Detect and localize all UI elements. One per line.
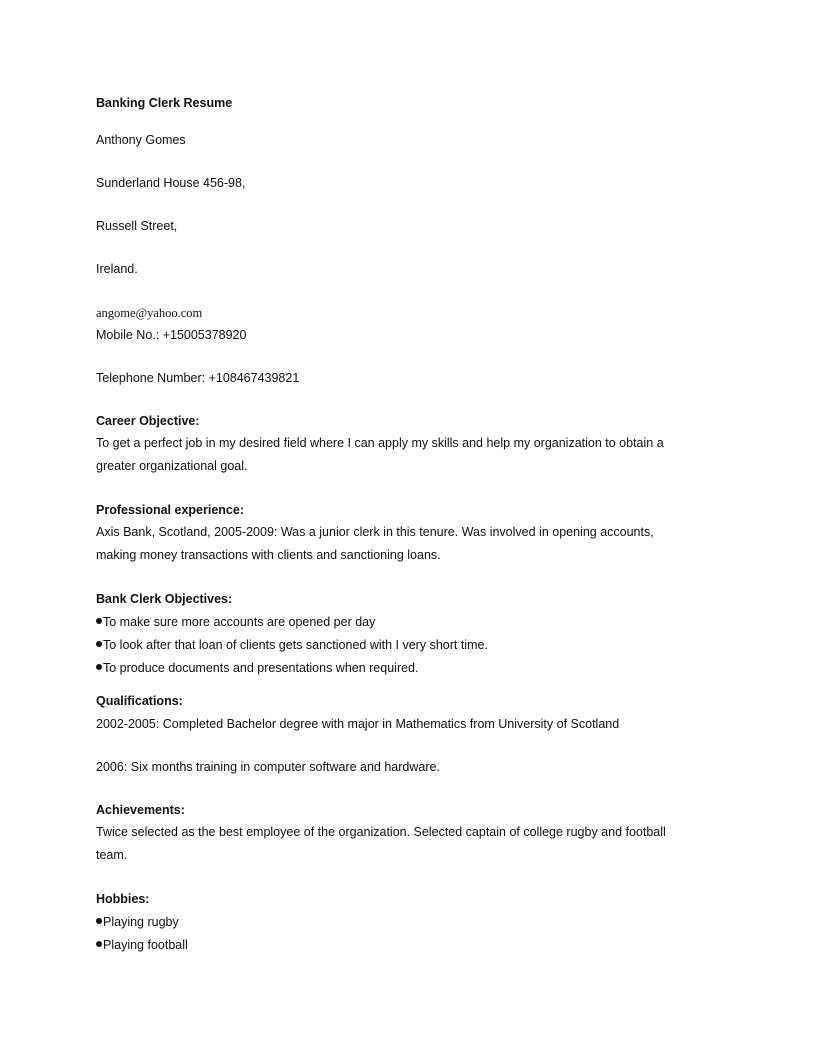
- mobile-number: Mobile No.: +15005378920: [96, 328, 247, 342]
- address-line-1: Sunderland House 456-98,: [96, 176, 246, 190]
- bullet-icon: [96, 918, 102, 924]
- hobby-item: Playing football: [96, 937, 188, 953]
- career-objective-heading: Career Objective:: [96, 414, 200, 428]
- qualification-item: 2002-2005: Completed Bachelor degree with major in Mathematics from University of Scotland: [96, 717, 620, 731]
- achievements-heading: Achievements:: [96, 803, 185, 817]
- address-line-3: Ireland.: [96, 262, 138, 276]
- bullet-icon: [96, 664, 102, 670]
- achievements-text: Twice selected as the best employee of the organization. Selected captain of college rugby and football team.: [96, 825, 666, 862]
- email-address: angome@yahoo.com: [96, 306, 203, 320]
- qualifications-heading: Qualifications:: [96, 694, 183, 708]
- address-line-2: Russell Street,: [96, 219, 178, 233]
- telephone-number: Telephone Number: +108467439821: [96, 371, 300, 385]
- objectives-heading: Bank Clerk Objectives:: [96, 592, 233, 606]
- objective-item: To look after that loan of clients gets sanctioned with I very short time.: [96, 637, 488, 653]
- experience-text: Axis Bank, Scotland, 2005-2009: Was a junior clerk in this tenure. Was involved in opening accounts, making money transactions with clients and sanctioning loans.: [96, 525, 654, 562]
- hobby-item: Playing rugby: [96, 914, 179, 930]
- career-objective-text: To get a perfect job in my desired field where I can apply my skills and help my organization to obtain a greater organizational goal.: [96, 436, 664, 473]
- qualification-item: 2006: Six months training in computer software and hardware.: [96, 760, 440, 774]
- resume-title: Banking Clerk Resume: [96, 96, 233, 110]
- bullet-icon: [96, 641, 102, 647]
- bullet-icon: [96, 618, 102, 624]
- applicant-name: Anthony Gomes: [96, 133, 186, 147]
- bullet-icon: [96, 941, 102, 947]
- objective-item: To produce documents and presentations when required.: [96, 660, 418, 676]
- objective-item: To make sure more accounts are opened per day: [96, 614, 375, 630]
- hobbies-heading: Hobbies:: [96, 892, 150, 906]
- experience-heading: Professional experience:: [96, 503, 244, 517]
